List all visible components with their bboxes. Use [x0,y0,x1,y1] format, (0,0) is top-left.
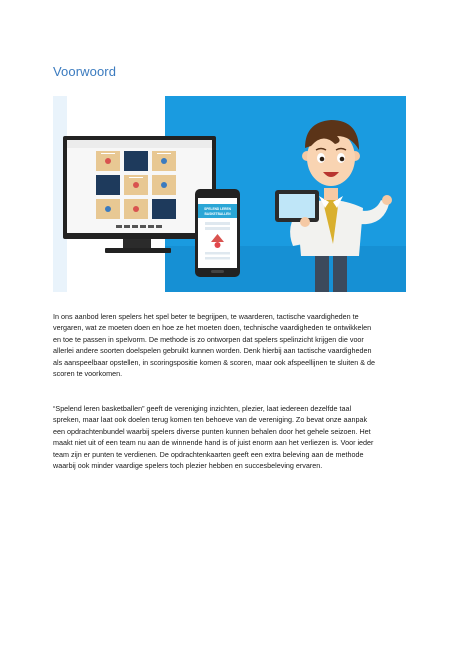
hero-illustration [53,96,406,292]
paragraph-line: een opdrachtenbundel waarbij spelers diverse punten kunnen behalen door het gehele seizoen. Het [53,426,371,436]
intro-paragraph [53,311,408,379]
paragraph-line: maakt niet uit of een team nu aan de winnende hand is of juist enorm aan het verliezen is. Voor ieder [53,438,374,448]
paragraph-line: als aanspeelbaar opstellen, in scoringspositie komen & scoren, maar ook afspeellijnen te sluiten & de [53,357,376,367]
paragraph-line: waarbij ook minder vaardige spelers toch plezier hebben en succesbeleving ervaren. [53,461,323,471]
paragraph-line: team zijn er punten te verdienen. De opdrachtenkaarten geeft een extra beleving aan de methode [53,449,364,459]
court-grid [96,151,176,219]
paragraph-line: spreken, maar laat ook doelen terug komen ten behoeve van de vereniging. Zo bevat onze aanpak [53,415,368,425]
paragraph-line: “Spelend leren basketballen” geeft de vereniging inzichten, plezier, laat iedereen dezelfde taal [53,404,352,413]
phone-heading-1: SPELEND LEREN [204,207,231,211]
phone-heading-2: BASKETBALLEN [204,212,231,216]
monitor-icon [63,136,216,253]
second-paragraph [53,403,408,471]
phone-icon [195,189,240,277]
paragraph-line: In ons aanbod leren spelers het spel beter te begrijpen, te waarderen, tactische vaardigheden te [53,312,359,321]
paragraph-line: allerlei andere soorten doelspelen gebruikt kunnen worden. Denk hierbij aan tactische vaardigheden [53,346,372,356]
paragraph-line: scoren te voorkomen. [53,369,123,379]
pointing-hand-icon [382,195,392,205]
paragraph-line: vergaren, wat ze moeten doen en hoe ze het moeten doen, technische vaardigheden te ontwikkelen [53,323,372,333]
paragraph-line: en toe te passen in spelvorm. De methode is zo ontworpen dat spelers spelinzicht krijgen die voor [53,334,364,344]
tablet-icon [275,190,319,222]
page-title: Voorwoord [53,64,117,79]
